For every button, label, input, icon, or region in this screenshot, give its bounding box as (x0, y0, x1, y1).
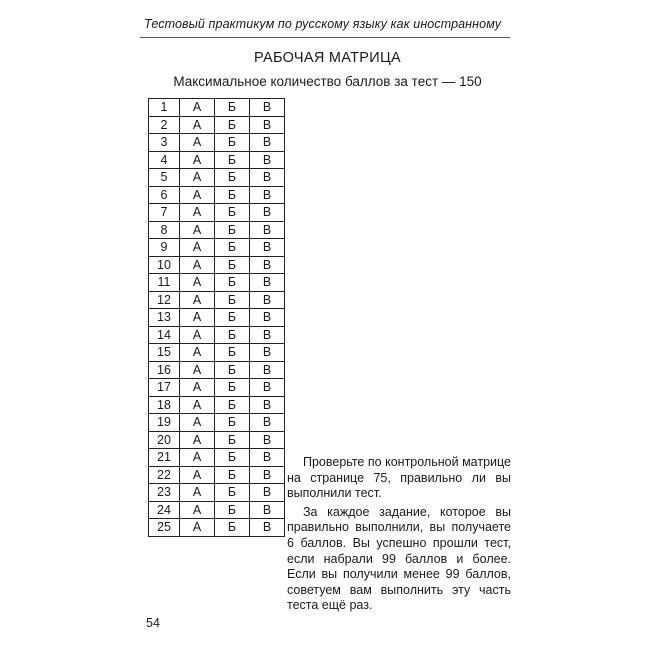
matrix-row (149, 501, 285, 519)
question-number: 6 (149, 186, 180, 204)
answer-option[interactable]: А (180, 134, 215, 152)
answer-option[interactable]: А (180, 326, 215, 344)
matrix-row (149, 204, 285, 222)
matrix-row (149, 116, 285, 134)
answer-option[interactable]: Б (215, 431, 250, 449)
matrix-row (149, 396, 285, 414)
question-number: 8 (149, 221, 180, 239)
answer-option[interactable]: В (250, 344, 285, 362)
answer-option[interactable]: Б (215, 309, 250, 327)
answer-option[interactable]: А (180, 116, 215, 134)
matrix-row (149, 484, 285, 502)
answer-option[interactable]: В (250, 431, 285, 449)
answer-option[interactable]: В (250, 361, 285, 379)
answer-option[interactable]: В (250, 449, 285, 467)
answer-option[interactable]: В (250, 134, 285, 152)
answer-option[interactable]: Б (215, 151, 250, 169)
answer-option[interactable]: А (180, 466, 215, 484)
answer-option[interactable]: Б (215, 99, 250, 117)
answer-option[interactable]: А (180, 501, 215, 519)
answer-option[interactable]: Б (215, 204, 250, 222)
matrix-row (149, 134, 285, 152)
answer-option[interactable]: А (180, 99, 215, 117)
question-number: 18 (149, 396, 180, 414)
answer-option[interactable]: А (180, 151, 215, 169)
question-number: 19 (149, 414, 180, 432)
answer-option[interactable]: В (250, 484, 285, 502)
question-number: 23 (149, 484, 180, 502)
running-head: Тестовый практикум по русскому языку как иностранному (144, 17, 502, 31)
question-number: 3 (149, 134, 180, 152)
matrix-row (149, 221, 285, 239)
answer-option[interactable]: А (180, 414, 215, 432)
question-number: 22 (149, 466, 180, 484)
answer-option[interactable]: В (250, 396, 285, 414)
answer-option[interactable]: Б (215, 519, 250, 537)
matrix-row (149, 151, 285, 169)
answer-option[interactable]: В (250, 309, 285, 327)
answer-option[interactable]: В (250, 291, 285, 309)
answer-option[interactable]: Б (215, 239, 250, 257)
max-score-subtitle: Максимальное количество баллов за тест — 150 (173, 74, 482, 89)
answer-option[interactable]: В (250, 519, 285, 537)
matrix-row (149, 449, 285, 467)
answer-option[interactable]: А (180, 256, 215, 274)
answer-option[interactable]: А (180, 484, 215, 502)
answer-option[interactable]: В (250, 326, 285, 344)
answer-option[interactable]: А (180, 396, 215, 414)
matrix-row (149, 361, 285, 379)
answer-option[interactable]: Б (215, 466, 250, 484)
answer-option[interactable]: В (250, 99, 285, 117)
answer-option[interactable]: В (250, 169, 285, 187)
answer-option[interactable]: Б (215, 449, 250, 467)
matrix-row (149, 414, 285, 432)
answer-option[interactable]: В (250, 151, 285, 169)
answer-option[interactable]: В (250, 379, 285, 397)
question-number: 21 (149, 449, 180, 467)
matrix-row (149, 186, 285, 204)
matrix-row (149, 99, 285, 117)
answer-option[interactable]: Б (215, 256, 250, 274)
answer-option[interactable]: А (180, 431, 215, 449)
answer-option[interactable]: Б (215, 344, 250, 362)
matrix-row (149, 274, 285, 292)
answer-option[interactable]: Б (215, 396, 250, 414)
matrix-row (149, 431, 285, 449)
question-number: 20 (149, 431, 180, 449)
answer-matrix-body (149, 99, 285, 537)
answer-option[interactable]: А (180, 344, 215, 362)
question-number: 4 (149, 151, 180, 169)
question-number: 12 (149, 291, 180, 309)
answer-option[interactable]: А (180, 361, 215, 379)
instructions-block (287, 455, 511, 614)
answer-option[interactable]: А (180, 239, 215, 257)
answer-option[interactable]: В (250, 466, 285, 484)
answer-option[interactable]: В (250, 501, 285, 519)
question-number: 11 (149, 274, 180, 292)
answer-option[interactable]: А (180, 169, 215, 187)
answer-matrix (148, 98, 285, 537)
question-number: 5 (149, 169, 180, 187)
answer-option[interactable]: Б (215, 134, 250, 152)
answer-option[interactable]: А (180, 221, 215, 239)
answer-option[interactable]: В (250, 186, 285, 204)
answer-option[interactable]: Б (215, 186, 250, 204)
matrix-row (149, 326, 285, 344)
question-number: 25 (149, 519, 180, 537)
answer-option[interactable]: Б (215, 326, 250, 344)
answer-option[interactable]: В (250, 221, 285, 239)
instruction-scoring: За каждое задание, которое вы правильно выполнили, вы получаете 6 баллов. Вы успешно прошли тест, если набрали 99 баллов и более. Если вы получили менее 99 баллов, советуем вам выполнить эту часть теста ещё раз. (287, 504, 511, 613)
answer-option[interactable]: А (180, 186, 215, 204)
question-number: 17 (149, 379, 180, 397)
answer-option[interactable]: А (180, 449, 215, 467)
question-number: 2 (149, 116, 180, 134)
matrix-row (149, 344, 285, 362)
answer-option[interactable]: А (180, 274, 215, 292)
page-number: 54 (146, 616, 160, 630)
instruction-check: Проверьте по контрольной матрице на странице 75, правильно ли вы выполнили тест. (287, 455, 511, 501)
question-number: 7 (149, 204, 180, 222)
answer-option[interactable]: Б (215, 116, 250, 134)
answer-option[interactable]: В (250, 204, 285, 222)
matrix-row (149, 519, 285, 537)
question-number: 13 (149, 309, 180, 327)
answer-option[interactable]: В (250, 274, 285, 292)
answer-option[interactable]: В (250, 116, 285, 134)
answer-option[interactable]: А (180, 519, 215, 537)
answer-option[interactable]: Б (215, 291, 250, 309)
page-title: РАБОЧАЯ МАТРИЦА (254, 50, 401, 66)
answer-option[interactable]: Б (215, 379, 250, 397)
answer-option[interactable]: В (250, 239, 285, 257)
question-number: 16 (149, 361, 180, 379)
answer-option[interactable]: Б (215, 169, 250, 187)
answer-option[interactable]: Б (215, 414, 250, 432)
answer-option[interactable]: Б (215, 484, 250, 502)
matrix-row (149, 291, 285, 309)
answer-option[interactable]: В (250, 256, 285, 274)
question-number: 24 (149, 501, 180, 519)
question-number: 14 (149, 326, 180, 344)
answer-option[interactable]: Б (215, 221, 250, 239)
question-number: 15 (149, 344, 180, 362)
answer-option[interactable]: А (180, 379, 215, 397)
matrix-row (149, 466, 285, 484)
matrix-row (149, 239, 285, 257)
matrix-row (149, 309, 285, 327)
matrix-row (149, 169, 285, 187)
matrix-row (149, 256, 285, 274)
answer-option[interactable]: А (180, 291, 215, 309)
answer-option[interactable]: А (180, 309, 215, 327)
question-number: 1 (149, 99, 180, 117)
question-number: 10 (149, 256, 180, 274)
answer-option[interactable]: В (250, 414, 285, 432)
matrix-row (149, 379, 285, 397)
answer-option[interactable]: Б (215, 361, 250, 379)
answer-option[interactable]: А (180, 204, 215, 222)
answer-option[interactable]: Б (215, 274, 250, 292)
header-rule (140, 37, 510, 38)
question-number: 9 (149, 239, 180, 257)
answer-option[interactable]: Б (215, 501, 250, 519)
